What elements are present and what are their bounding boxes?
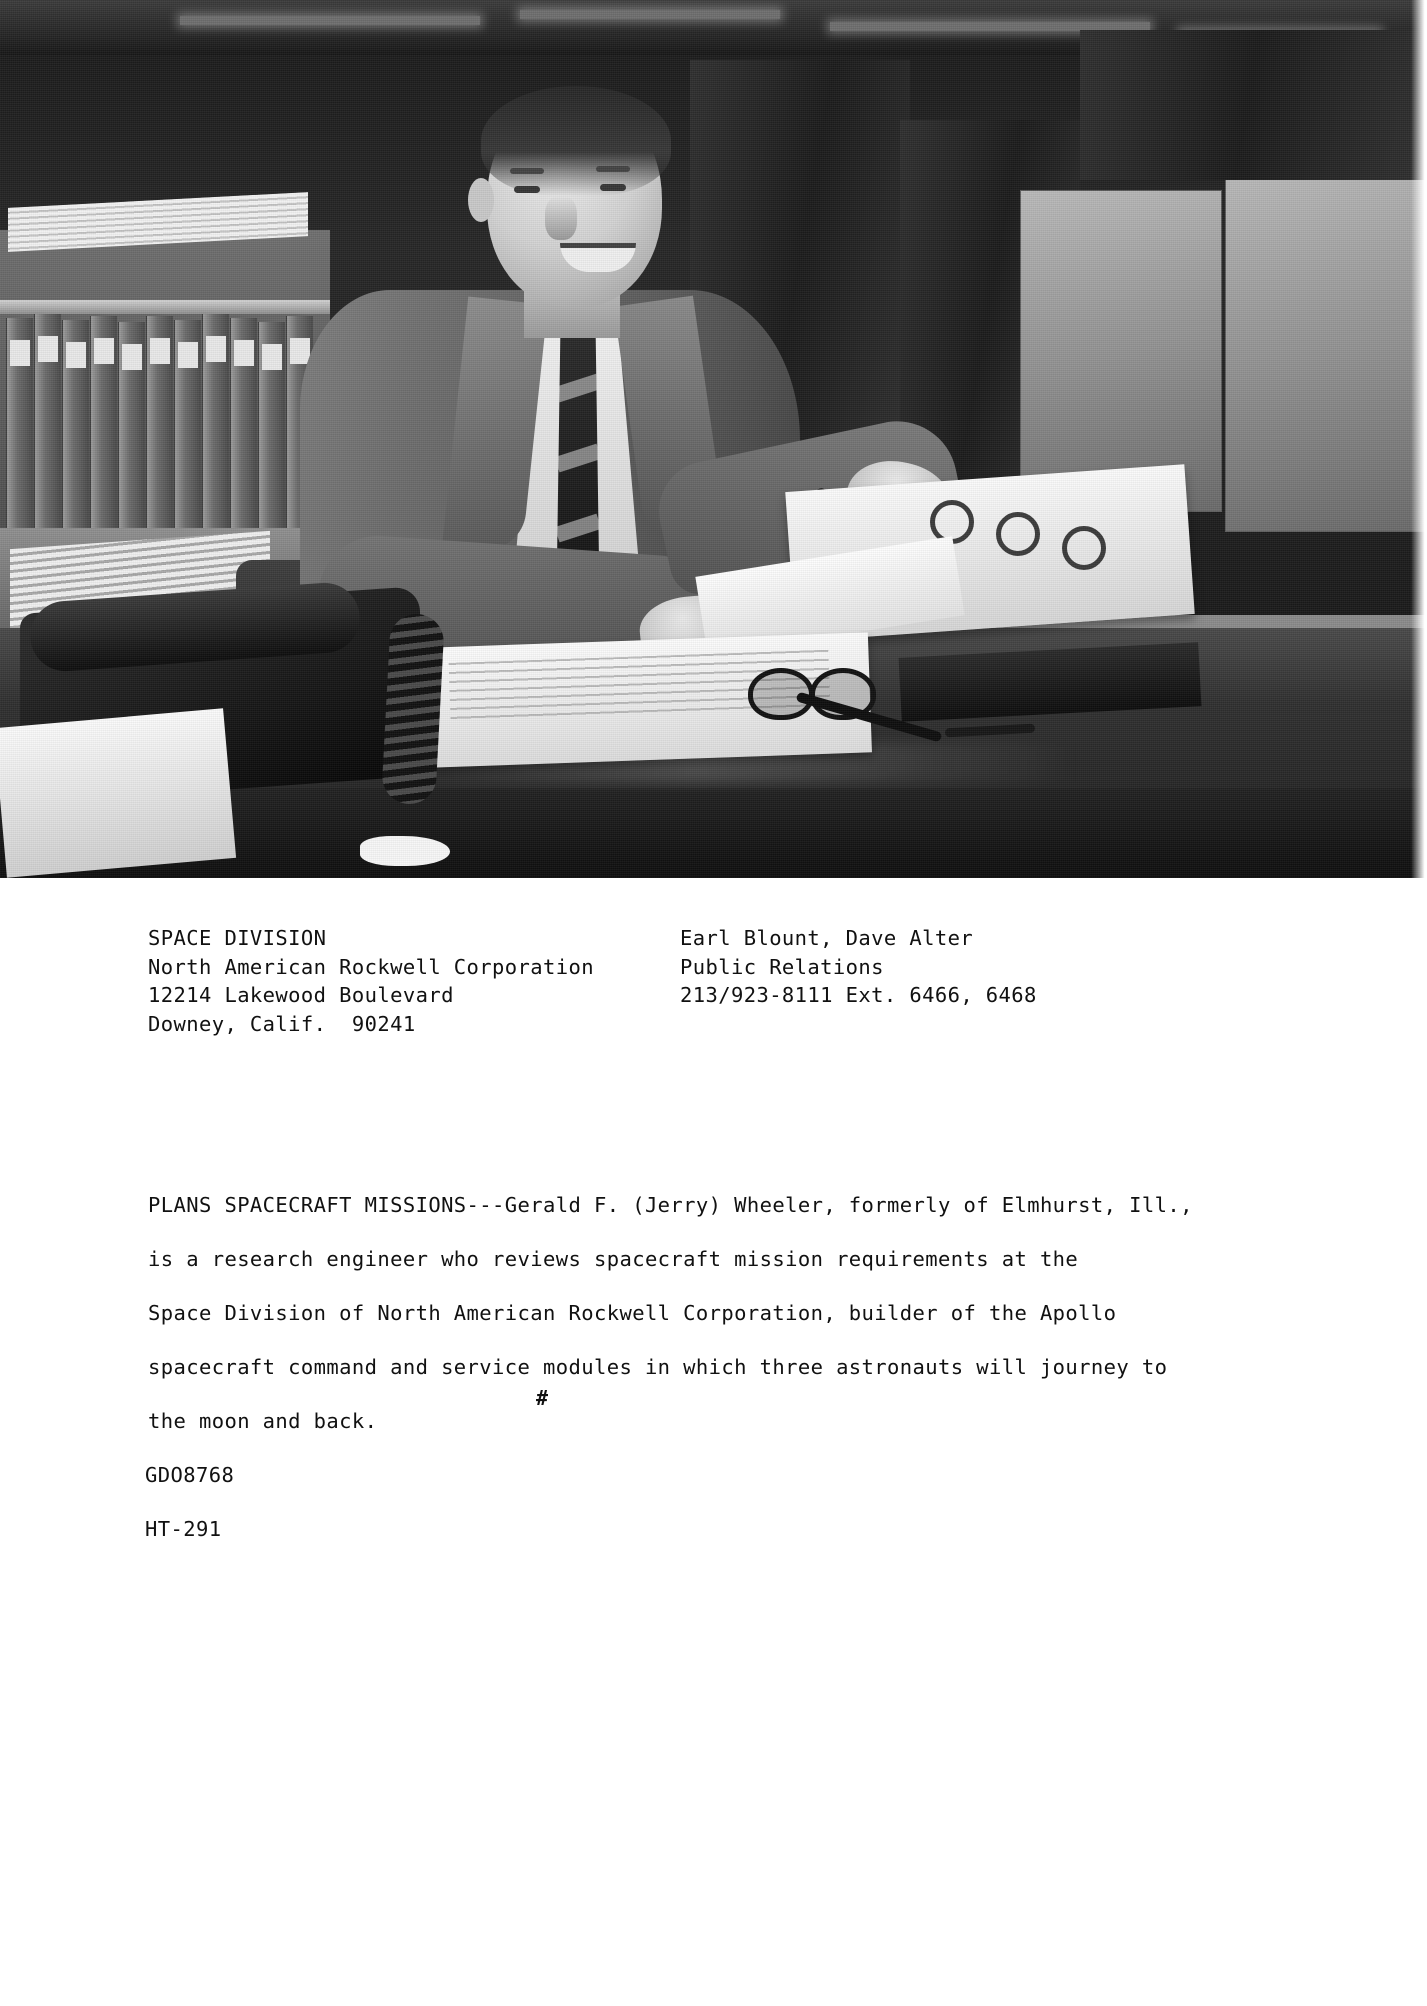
address-line: North American Rockwell Corporation [148,954,594,979]
binder-label [262,344,282,370]
release-header [148,924,1100,1038]
ceiling-light [180,16,480,25]
binder-ring [1062,526,1106,570]
caption-line: the moon and back. [148,1409,378,1433]
shelf-board [0,300,330,314]
release-footer [145,1448,234,1556]
ear [468,178,494,222]
contact-phone: 213/923-8111 Ext. 6466, 6468 [680,983,1037,1007]
hair [481,86,671,196]
binder-label [122,344,142,370]
issuer-address-block [148,924,680,1038]
caption-line: is a research engineer who reviews spacecraft mission requirements at the [148,1247,1079,1271]
binder [174,320,201,546]
eyebrow [510,168,544,174]
binder [118,322,145,546]
binder [230,318,257,546]
release-code: HT-291 [145,1517,222,1541]
binder-label [66,342,86,368]
tie-stripe [555,444,602,473]
binder [62,320,89,546]
address-line: 12214 Lakewood Boulevard [148,983,454,1007]
file-cabinet [1225,170,1427,532]
photo-right-edge [1411,0,1427,878]
ceiling-light [520,10,780,19]
eyeglasses [748,668,878,714]
photo-caption [148,1178,1298,1448]
binder-label [10,340,30,366]
end-of-release-mark: # [536,1386,549,1410]
tie-stripe [555,514,602,543]
file-cabinet [1020,190,1222,512]
binder-label [234,340,254,366]
address-line: SPACE DIVISION [148,926,327,950]
eye [600,184,626,191]
telephone-cord [381,613,445,806]
photo-highlight-artifact [360,836,450,866]
binder [146,316,173,546]
binder-ring [996,512,1040,556]
binder-label [38,336,58,362]
binder-label [206,336,226,362]
nose [545,196,577,240]
address-line: Downey, Calif. 90241 [148,1011,416,1036]
photograph-scene [0,0,1427,878]
press-contact-block [680,924,1100,1038]
binder-label [178,342,198,368]
wall-partition [1080,30,1427,180]
binder [6,318,33,546]
caption-line: spacecraft command and service modules in which three astronauts will journey to [148,1355,1168,1379]
eye [514,186,540,193]
desk-paper-pile [0,708,236,877]
press-release-sheet [0,878,1427,2006]
contact-department: Public Relations [680,954,884,979]
photo-reference-number: GDO8768 [145,1463,235,1487]
binder [90,316,117,546]
eyebrow [596,166,630,172]
bookshelf [0,230,330,560]
caption-line: Space Division of North American Rockwell Corporation, builder of the Apollo [148,1301,1117,1325]
tie-stripe [555,374,602,403]
binder-label [150,338,170,364]
press-photograph [0,0,1427,878]
caption-line: PLANS SPACECRAFT MISSIONS---Gerald F. (Jerry) Wheeler, formerly of Elmhurst, Ill., [148,1193,1193,1217]
binder [258,322,285,546]
binder [202,314,229,546]
contact-names: Earl Blount, Dave Alter [680,926,974,950]
binder-label [94,338,114,364]
binder [34,314,61,546]
